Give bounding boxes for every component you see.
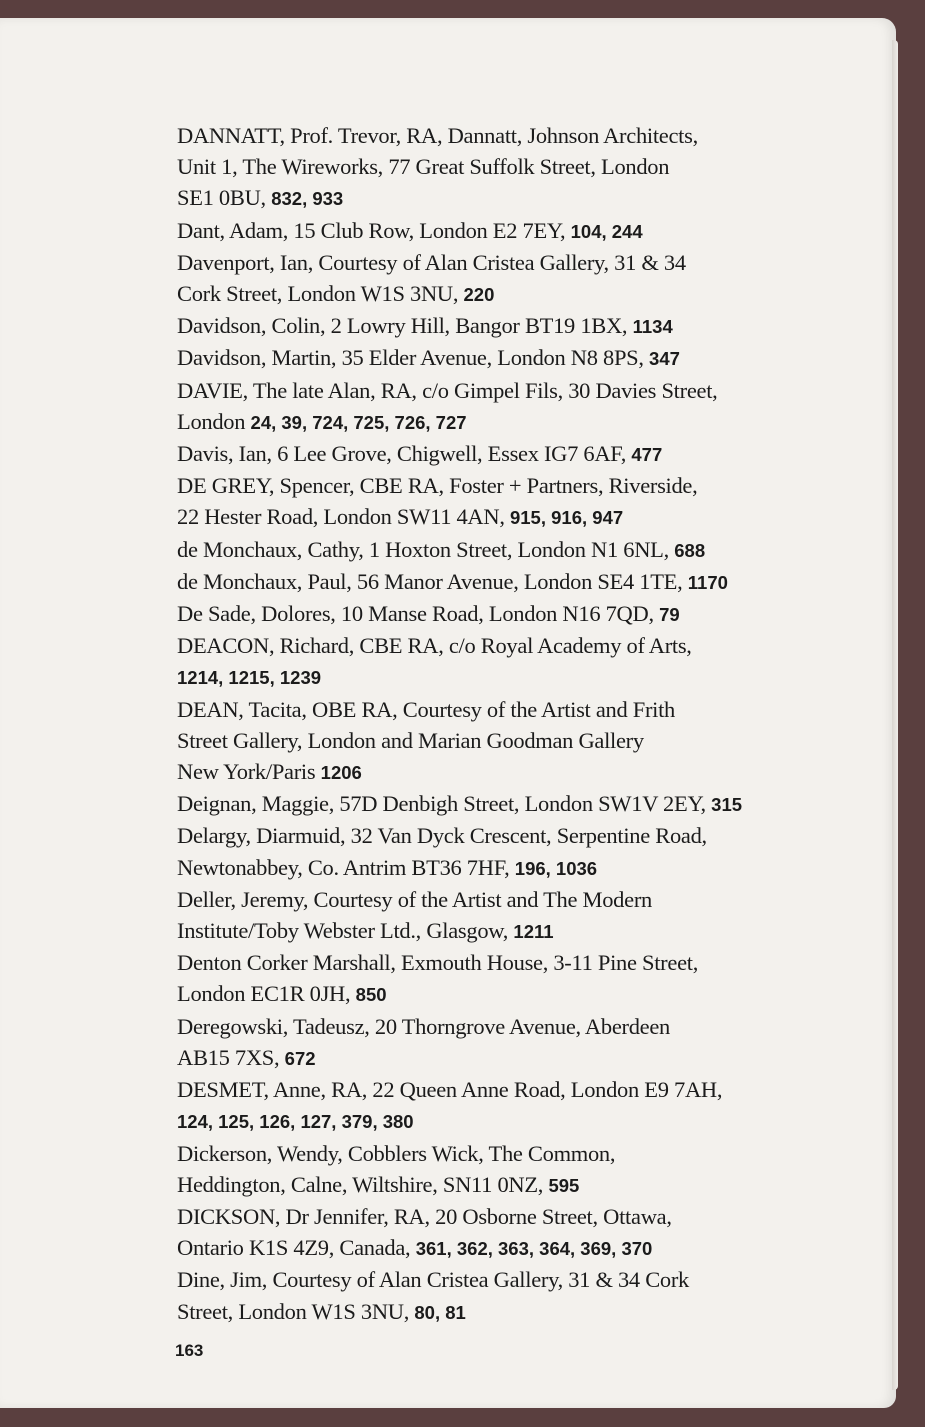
catalogue-numbers: 196, 1036 xyxy=(514,857,598,879)
entry-line xyxy=(177,1296,817,1328)
entry-text: London xyxy=(177,408,246,434)
catalogue-numbers: 672 xyxy=(284,1047,316,1069)
index-entry xyxy=(177,247,817,310)
entry-text: Denton Corker Marshall, Exmouth House, 3-11 Pine Street, xyxy=(177,950,699,976)
catalogue-numbers: 595 xyxy=(548,1174,580,1196)
entry-line xyxy=(177,151,817,182)
catalogue-numbers: 104, 244 xyxy=(570,220,643,242)
entry-text: Institute/Toby Webster Ltd., Glasgow, xyxy=(177,918,509,944)
artist-index-list xyxy=(177,120,817,1328)
entry-text: Deller, Jeremy, Courtesy of the Artist and The Modern xyxy=(177,886,652,912)
entry-text: Dickerson, Wendy, Cobblers Wick, The Common, xyxy=(177,1140,616,1166)
entry-line xyxy=(177,215,817,247)
entry-text: Deignan, Maggie, 57D Denbigh Street, London SW1V 2EY, xyxy=(177,791,706,817)
entry-line xyxy=(177,438,817,470)
entry-text: Delargy, Diarmuid, 32 Van Dyck Crescent, Serpentine Road, xyxy=(177,823,707,849)
entry-line xyxy=(177,470,817,501)
entry-line xyxy=(177,630,817,661)
index-entry xyxy=(177,1074,817,1137)
catalogue-numbers: 361, 362, 363, 364, 369, 370 xyxy=(415,1238,653,1260)
catalogue-page xyxy=(0,18,896,1408)
entry-line xyxy=(177,1232,817,1264)
index-entry xyxy=(177,534,817,566)
entry-text: 22 Hester Road, London SW11 4AN, xyxy=(177,504,505,530)
index-entry xyxy=(177,470,817,533)
entry-line xyxy=(177,978,817,1010)
entry-line xyxy=(177,1105,817,1137)
entry-line xyxy=(177,278,817,310)
index-entry xyxy=(177,342,817,374)
page-number: 163 xyxy=(175,1341,204,1360)
entry-text: Unit 1, The Wireworks, 77 Great Suffolk Street, London xyxy=(177,154,670,180)
catalogue-numbers: 315 xyxy=(711,794,743,816)
entry-text: Deregowski, Tadeusz, 20 Thorngrove Avenue, Aberdeen xyxy=(177,1013,670,1039)
entry-line xyxy=(177,247,817,278)
entry-line xyxy=(177,1264,817,1295)
catalogue-numbers: 1214, 1215, 1239 xyxy=(177,667,322,689)
entry-line xyxy=(177,1201,817,1232)
catalogue-numbers: 24, 39, 724, 725, 726, 727 xyxy=(250,411,467,433)
entry-line xyxy=(177,566,817,598)
entry-text: DESMET, Anne, RA, 22 Queen Anne Road, London E9 7AH, xyxy=(177,1077,723,1103)
index-entry xyxy=(177,1201,817,1264)
index-entry xyxy=(177,788,817,820)
catalogue-numbers: 915, 916, 947 xyxy=(509,507,624,529)
entry-line xyxy=(177,1011,817,1042)
entry-text: Davenport, Ian, Courtesy of Alan Cristea Gallery, 31 & 34 xyxy=(177,249,686,275)
entry-text: SE1 0BU, xyxy=(177,185,266,211)
entry-text: DAVIE, The late Alan, RA, c/o Gimpel Fils, 30 Davies Street, xyxy=(177,377,718,403)
catalogue-numbers: 1170 xyxy=(687,571,728,593)
index-entry xyxy=(177,375,817,438)
entry-line xyxy=(177,534,817,566)
entry-line xyxy=(177,884,817,915)
entry-text: de Monchaux, Cathy, 1 Hoxton Street, London N1 6NL, xyxy=(177,536,669,562)
index-entry xyxy=(177,947,817,1010)
entry-line xyxy=(177,1042,817,1074)
entry-line xyxy=(177,182,817,214)
entry-line xyxy=(177,947,817,978)
catalogue-numbers: 80, 81 xyxy=(414,1301,466,1323)
entry-line xyxy=(177,406,817,438)
entry-line xyxy=(177,1074,817,1105)
entry-text: DE GREY, Spencer, CBE RA, Foster + Partners, Riverside, xyxy=(177,473,698,499)
entry-line xyxy=(177,1169,817,1201)
entry-line xyxy=(177,756,817,788)
catalogue-numbers: 688 xyxy=(674,539,706,561)
entry-text: Street, London W1S 3NU, xyxy=(177,1298,410,1324)
entry-line xyxy=(177,598,817,630)
catalogue-numbers: 1206 xyxy=(320,762,362,784)
entry-line xyxy=(177,501,817,533)
entry-text: AB15 7XS, xyxy=(177,1044,280,1070)
entry-line xyxy=(177,915,817,947)
entry-line xyxy=(177,120,817,151)
entry-line xyxy=(177,342,817,374)
index-entry xyxy=(177,566,817,598)
index-entry xyxy=(177,310,817,342)
entry-line xyxy=(177,852,817,884)
index-entry xyxy=(177,884,817,947)
entry-text: Davidson, Martin, 35 Elder Avenue, London N8 8PS, xyxy=(177,345,644,371)
index-entry xyxy=(177,120,817,215)
entry-text: Dine, Jim, Courtesy of Alan Cristea Gallery, 31 & 34 Cork xyxy=(177,1267,689,1293)
entry-line xyxy=(177,694,817,725)
index-entry xyxy=(177,598,817,630)
entry-text: de Monchaux, Paul, 56 Manor Avenue, London SE4 1TE, xyxy=(177,568,683,594)
entry-text: London EC1R 0JH, xyxy=(177,981,351,1007)
catalogue-numbers: 220 xyxy=(463,284,495,306)
index-entry xyxy=(177,1264,817,1327)
entry-text: Newtonabbey, Co. Antrim BT36 7HF, xyxy=(177,854,510,880)
index-entry xyxy=(177,630,817,693)
page-edge xyxy=(892,40,898,1390)
entry-text: DANNATT, Prof. Trevor, RA, Dannatt, Johnson Architects, xyxy=(177,123,698,148)
entry-line xyxy=(177,375,817,406)
entry-line xyxy=(177,725,817,756)
entry-line xyxy=(177,788,817,820)
entry-line xyxy=(177,820,817,851)
entry-text: Cork Street, London W1S 3NU, xyxy=(177,281,459,307)
entry-text: New York/Paris xyxy=(177,759,316,785)
index-entry xyxy=(177,820,817,883)
entry-text: Dant, Adam, 15 Club Row, London E2 7EY, xyxy=(177,217,566,243)
entry-line xyxy=(177,310,817,342)
entry-text: Davis, Ian, 6 Lee Grove, Chigwell, Essex IG7 6AF, xyxy=(177,441,627,467)
index-entry xyxy=(177,1011,817,1074)
entry-text: Ontario K1S 4Z9, Canada, xyxy=(177,1235,411,1261)
entry-text: Heddington, Calne, Wiltshire, SN11 0NZ, xyxy=(177,1171,544,1197)
catalogue-numbers: 832, 933 xyxy=(271,188,344,210)
entry-text: DICKSON, Dr Jennifer, RA, 20 Osborne Street, Ottawa, xyxy=(177,1203,672,1229)
index-entry xyxy=(177,215,817,247)
entry-line xyxy=(177,661,817,693)
entry-text: DEACON, Richard, CBE RA, c/o Royal Academy of Arts, xyxy=(177,633,692,659)
entry-text: Davidson, Colin, 2 Lowry Hill, Bangor BT19 1BX, xyxy=(177,313,628,339)
catalogue-numbers: 477 xyxy=(631,444,663,466)
catalogue-numbers: 850 xyxy=(355,984,387,1006)
index-entry xyxy=(177,1138,817,1201)
catalogue-numbers: 79 xyxy=(659,604,680,626)
index-entry xyxy=(177,438,817,470)
entry-line xyxy=(177,1138,817,1169)
entry-text: Street Gallery, London and Marian Goodman Gallery xyxy=(177,727,644,753)
catalogue-numbers: 347 xyxy=(649,348,680,370)
entry-text: DEAN, Tacita, OBE RA, Courtesy of the Artist and Frith xyxy=(177,696,676,722)
catalogue-numbers: 1134 xyxy=(632,316,673,338)
catalogue-numbers: 1211 xyxy=(513,921,554,943)
catalogue-numbers: 124, 125, 126, 127, 379, 380 xyxy=(177,1111,414,1133)
entry-text: De Sade, Dolores, 10 Manse Road, London N16 7QD, xyxy=(177,601,654,627)
index-entry xyxy=(177,694,817,789)
